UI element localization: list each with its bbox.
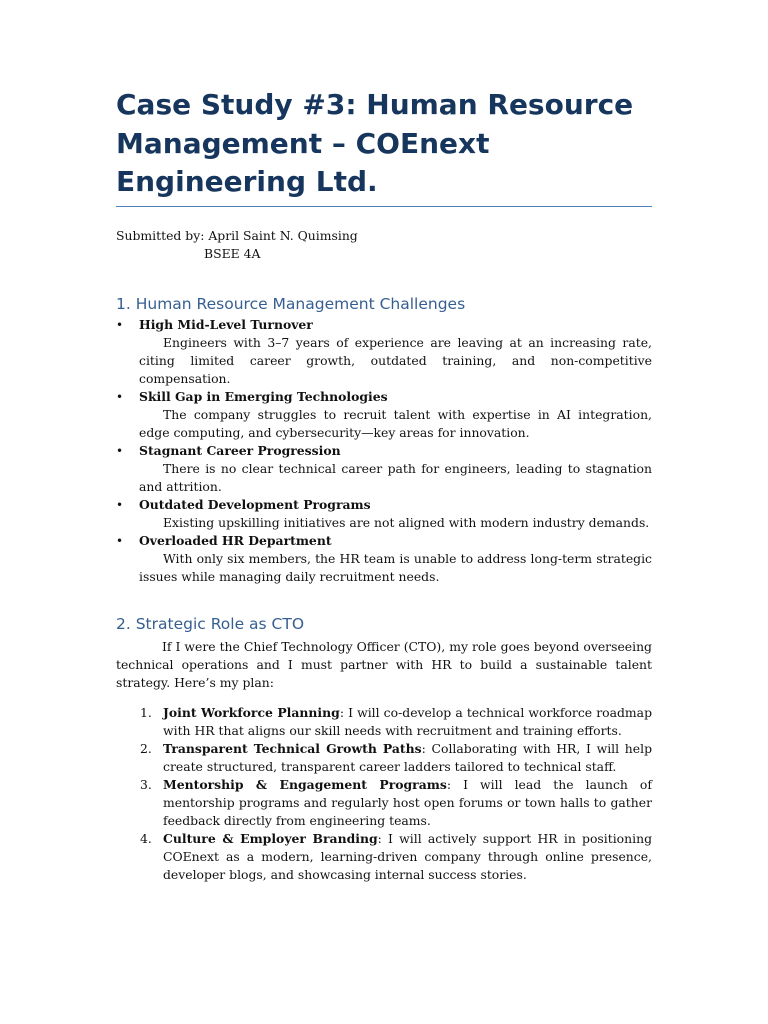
- submission-info: [116, 227, 652, 263]
- document-page: [116, 86, 652, 884]
- challenge-title: Stagnant Career Progression: [139, 442, 341, 458]
- challenge-title: Overloaded HR Department: [139, 532, 332, 548]
- list-item: [116, 532, 652, 586]
- bullet-icon: •: [116, 317, 124, 332]
- challenges-list: [116, 316, 652, 586]
- list-item: [116, 740, 652, 776]
- list-item: [116, 704, 652, 740]
- challenge-text: There is no clear technical career path for engineers, leading to stagnation and attrition.: [139, 460, 652, 494]
- bullet-icon: •: [116, 497, 124, 512]
- plan-item-title: Culture & Employer Branding: [163, 830, 378, 846]
- list-item: [116, 316, 652, 388]
- challenge-title: High Mid-Level Turnover: [139, 316, 313, 332]
- challenge-title: Skill Gap in Emerging Technologies: [139, 388, 388, 404]
- plan-item-text: : Collaborating with HR, I will help create structured, transparent career ladders tailored to technical staff.: [163, 740, 652, 774]
- cto-intro-paragraph: If I were the Chief Technology Officer (CTO), my role goes beyond overseeing technical operations and I must partner with HR to build a sustainable talent strategy. Here’s my plan:: [116, 638, 652, 690]
- challenge-text: With only six members, the HR team is unable to address long-term strategic issues while managing daily recruitment needs.: [139, 550, 652, 584]
- submitted-by: Submitted by: April Saint N. Quimsing: [116, 227, 358, 243]
- class-section: BSEE 4A: [204, 245, 261, 261]
- challenge-text: Existing upskilling initiatives are not aligned with modern industry demands.: [163, 514, 650, 530]
- list-item: [116, 442, 652, 496]
- challenge-text: Engineers with 3–7 years of experience are leaving at an increasing rate, citing limited career growth, outdated training, and non-competitive compensation.: [139, 334, 652, 386]
- list-item: [116, 830, 652, 884]
- list-number: 2.: [140, 740, 152, 756]
- list-item: [116, 496, 652, 532]
- plan-item-text: : I will actively support HR in positioning COEnext as a modern, learning-driven company through online presence, developer blogs, and showcasing internal success stories.: [163, 830, 653, 882]
- document-title: Case Study #3: Human Resource Management – COEnext Engineering Ltd.: [116, 86, 652, 207]
- plan-item-title: Transparent Technical Growth Paths: [163, 740, 422, 756]
- challenge-title: Outdated Development Programs: [139, 496, 371, 512]
- section-heading-cto-role: 2. Strategic Role as CTO: [116, 614, 305, 633]
- plan-item-title: Mentorship & Engagement Programs: [163, 776, 447, 792]
- list-item: [116, 388, 652, 442]
- challenge-text: The company struggles to recruit talent with expertise in AI integration, edge computing, and cybersecurity—key areas for innovation.: [139, 406, 652, 440]
- list-number: 4.: [140, 830, 152, 846]
- plan-item-text: : I will lead the launch of mentorship programs and regularly host open forums or town halls to gather feedback directly from engineering teams.: [163, 776, 652, 828]
- list-item: [116, 776, 652, 830]
- plan-item-text: : I will co-develop a technical workforce roadmap with HR that aligns our skill needs with recruitment and training efforts.: [163, 704, 652, 738]
- plan-item-title: Joint Workforce Planning: [163, 704, 340, 720]
- section-heading-challenges: 1. Human Resource Management Challenges: [116, 294, 466, 313]
- list-number: 1.: [140, 704, 152, 720]
- list-number: 3.: [140, 776, 152, 792]
- bullet-icon: •: [116, 533, 124, 548]
- bullet-icon: •: [116, 389, 124, 404]
- bullet-icon: •: [116, 443, 124, 458]
- cto-plan-list: [116, 704, 652, 884]
